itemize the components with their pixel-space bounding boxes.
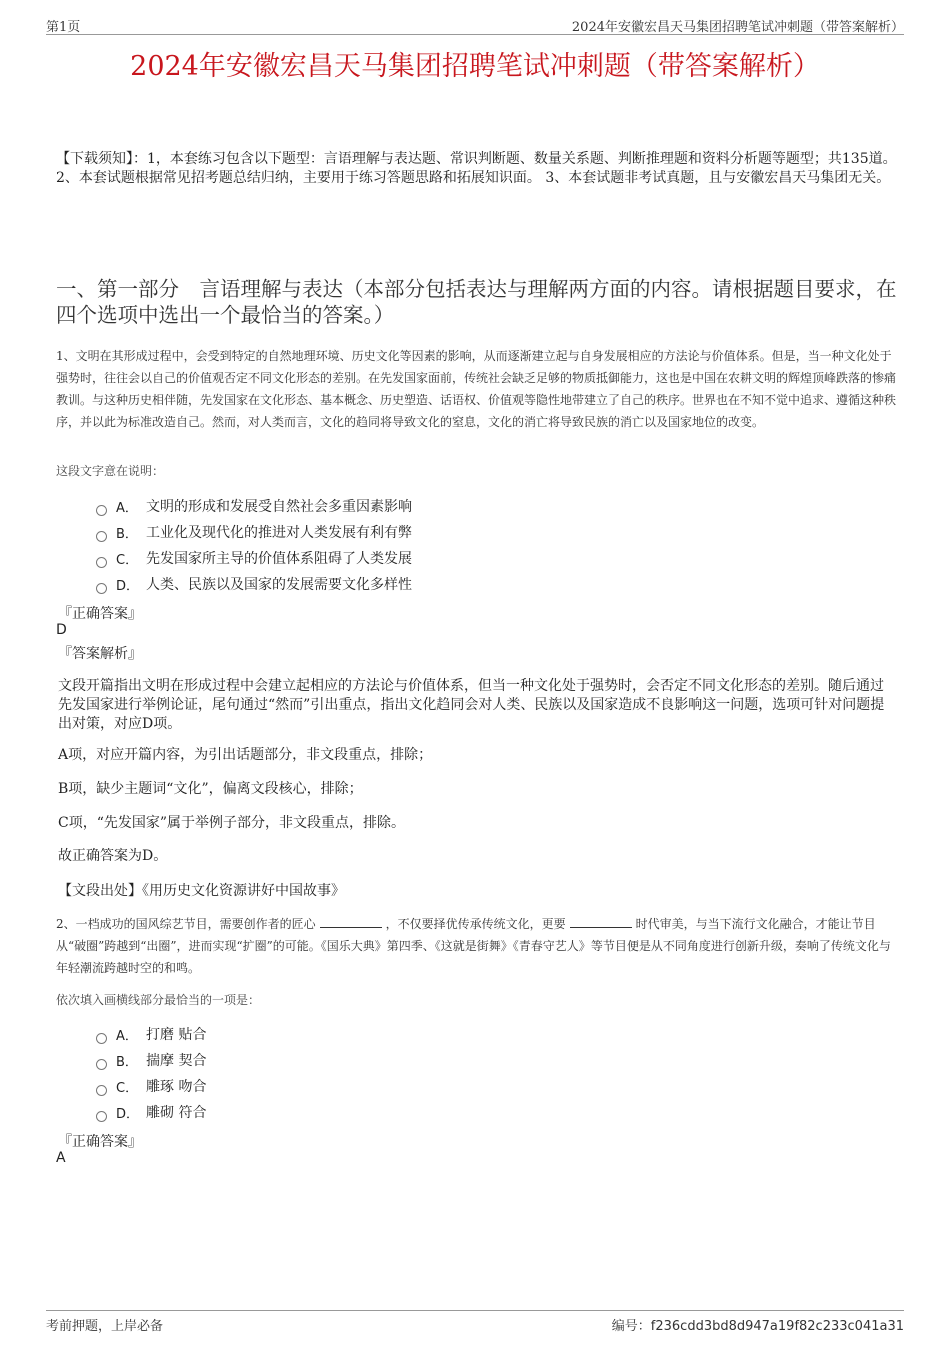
radio-icon[interactable] (96, 1033, 107, 1044)
q1-answer-label: 『正确答案』 (58, 606, 142, 622)
radio-icon[interactable] (96, 583, 107, 594)
q2-stem: 2、一档成功的国风综艺节目，需要创作者的匠心 ，不仅要择优传承传统文化，更要 时代审美，与当下流行文化融合，才能让节目从“破圈”跨越到“出圈”，进而实现“扩圈”的可能。《国乐大典》第四季、《这就是街舞》《青春守艺人》等节目便是从不同角度进行创新升级，奏响了传统文化与年轻潮流跨越时空的和鸣。 (56, 917, 891, 975)
footer-slogan: 考前押题，上岸必备 (46, 1319, 164, 1334)
page-footer (46, 1310, 904, 1335)
q1-option-a[interactable]: A． 文明的形成和发展受自然社会多重因素影响 (96, 493, 796, 519)
radio-icon[interactable] (96, 1085, 107, 1096)
q1-option-c[interactable]: C． 先发国家所主导的价值体系阻碍了人类发展 (96, 545, 796, 571)
q2-option-d[interactable]: D． 雕砌 符合 (96, 1099, 796, 1125)
document-title: 2024年安徽宏昌天马集团招聘笔试冲刺题（带答案解析） (130, 51, 820, 82)
page-number: 第1页 (46, 20, 81, 35)
q1-analysis-label: 『答案解析』 (58, 646, 142, 662)
q2-option-a[interactable]: A． 打磨 贴合 (96, 1021, 796, 1047)
q2-option-c[interactable]: C． 雕琢 吻合 (96, 1073, 796, 1099)
q1-analysis-b: B项，缺少主题词“文化”，偏离文段核心，排除； (58, 781, 363, 797)
radio-icon[interactable] (96, 557, 107, 568)
q2-answer: A (56, 1150, 66, 1166)
radio-icon[interactable] (96, 1111, 107, 1122)
q1-analysis-conclusion: 故正确答案为D。 (58, 848, 168, 864)
q1-options (96, 493, 796, 597)
header-doc-title: 2024年安徽宏昌天马集团招聘笔试冲刺题（带答案解析） (571, 20, 904, 35)
q2-option-b[interactable]: B． 揣摩 契合 (96, 1047, 796, 1073)
fill-blank-1 (320, 915, 382, 928)
footer-code: 编号：f236cdd3bd8d947a19f82c233c041a31 (611, 1319, 904, 1334)
q1-source: 【文段出处】《用历史文化资源讲好中国故事》 (58, 883, 345, 899)
q1-option-d[interactable]: D． 人类、民族以及国家的发展需要文化多样性 (96, 571, 796, 597)
q1-stem: 1、文明在其形成过程中，会受到特定的自然地理环境、历史文化等因素的影响，从而逐渐建立起与自身发展相应的方法论与价值体系。但是，当一种文化处于强势时，往往会以自己的价值观否定不同文化形态的差别。在先发国家面前，传统社会缺乏足够的物质抵御能力，这也是中国在农耕文明的辉煌顶峰跌落的惨痛教训。与这种历史相伴随，先发国家在文化形态、基本概念、历史塑造、话语权、价值观等隐性地带建立了自己的秩序。世界也在不知不觉中追求、遵循这种秩序，并以此为标准改造自己。然而，对人类而言，文化的趋同将导致文化的窒息，文化的消亡将导致民族的消亡以及国家地位的改变。 (56, 349, 897, 429)
download-notice: 【下载须知】：1，本套练习包含以下题型：言语理解与表达题、常识判断题、数量关系题、判断推理题和资料分析题等题型；共135道。 2、本套试题根据常见招考题总结归纳，主要用于练习答题思路和拓展知识面。 3、本套试题非考试真题，且与安徽宏昌天马集团无关。 (56, 151, 897, 186)
page-header (46, 14, 904, 35)
radio-icon[interactable] (96, 1059, 107, 1070)
q1-ask: 这段文字意在说明： (56, 464, 165, 478)
q1-option-b[interactable]: B． 工业化及现代化的推进对人类发展有利有弊 (96, 519, 796, 545)
q1-analysis-main: 文段开篇指出文明在形成过程中会建立起相应的方法论与价值体系，但当一种文化处于强势时，会否定不同文化形态的差别。随后通过先发国家进行举例论证，尾句通过“然而”引出重点，指出文化趋同会对人类、民族以及国家造成不良影响这一问题，选项可针对问题提出对策，对应D项。 (58, 678, 885, 732)
section-heading: 一、第一部分 言语理解与表达（本部分包括表达与理解两方面的内容。请根据题目要求，在四个选项中选出一个最恰当的答案。） (56, 277, 897, 327)
q1-analysis-a: A项，对应开篇内容，为引出话题部分，非文段重点，排除； (58, 747, 433, 763)
q2-answer-label: 『正确答案』 (58, 1134, 142, 1150)
radio-icon[interactable] (96, 505, 107, 516)
fill-blank-2 (570, 915, 632, 928)
q1-analysis-c: C项，“先发国家”属于举例子部分，非文段重点，排除。 (58, 815, 406, 831)
q2-ask: 依次填入画横线部分最恰当的一项是： (56, 993, 261, 1007)
radio-icon[interactable] (96, 531, 107, 542)
q2-options (96, 1021, 796, 1125)
q1-answer: D (56, 622, 67, 638)
